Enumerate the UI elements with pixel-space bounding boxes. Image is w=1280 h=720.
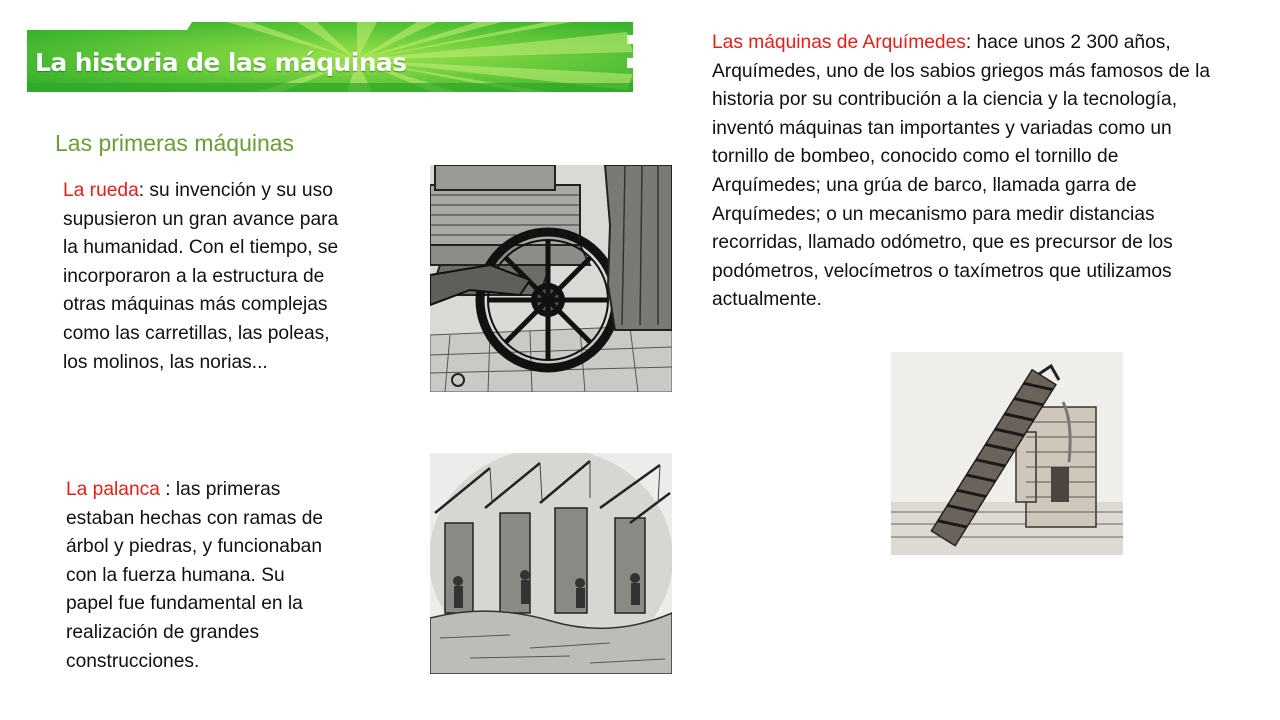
- arquimedes-paragraph: [712, 29, 1210, 315]
- palanca-term: La palanca: [66, 479, 160, 500]
- palanca-line-6: realización de grandes: [66, 621, 260, 643]
- arquimedes-line-10: actualmente.: [712, 289, 822, 311]
- archimedes-screw-image: [891, 352, 1123, 555]
- section-subtitle: Las primeras máquinas: [55, 130, 295, 156]
- rueda-line-5: otras máquinas más complejas: [63, 294, 328, 316]
- rueda-line-6: como las carretillas, las poleas,: [63, 322, 330, 344]
- palanca-line-3: árbol y piedras, y funcionaban: [66, 536, 322, 558]
- palanca-line-7: construcciones.: [66, 650, 200, 672]
- palanca-line-4: con la fuerza humana. Su: [66, 564, 285, 586]
- rueda-line-2: supusieron un gran avance para: [63, 208, 339, 230]
- rueda-line-1: : su invención y su uso: [138, 180, 333, 201]
- palanca-paragraph: [66, 476, 323, 676]
- palanca-line-5: papel fue fundamental en la: [66, 593, 303, 615]
- arquimedes-line-2: Arquímedes, uno de los sabios griegos más famosos de la: [712, 60, 1211, 82]
- wheel-engraving-image: [430, 165, 672, 392]
- palanca-line-2: estaban hechas con ramas de: [66, 507, 324, 529]
- arquimedes-line-5: tornillo de bombeo, conocido como el tornillo de: [712, 146, 1119, 168]
- arquimedes-line-3: historia por su contribución a la ciencia y la tecnología,: [712, 89, 1178, 111]
- lever-engraving-image: [430, 453, 672, 674]
- title-banner: [27, 22, 633, 94]
- rueda-line-3: la humanidad. Con el tiempo, se: [63, 237, 339, 259]
- rueda-term: La rueda: [63, 180, 139, 201]
- arquimedes-line-1: : hace unos 2 300 años,: [965, 32, 1171, 53]
- rueda-line-7: los molinos, las norias...: [63, 351, 268, 373]
- rueda-paragraph: [63, 177, 338, 377]
- page-title: La historia de las máquinas: [35, 48, 407, 77]
- arquimedes-line-7: Arquímedes; o un mecanismo para medir distancias: [712, 203, 1155, 225]
- arquimedes-term: Las máquinas de Arquímedes: [712, 32, 966, 53]
- arquimedes-line-6: Arquímedes; una grúa de barco, llamada garra de: [712, 174, 1137, 196]
- arquimedes-line-4: inventó máquinas tan importantes y variadas como un: [712, 117, 1172, 139]
- arquimedes-line-9: podómetros, velocímetros o taxímetros que utilizamos: [712, 260, 1172, 282]
- rueda-line-4: incorporaron a la estructura de: [63, 265, 325, 287]
- palanca-line-1: : las primeras: [159, 479, 281, 500]
- arquimedes-line-8: recorridas, llamado odómetro, que es precursor de los: [712, 232, 1173, 254]
